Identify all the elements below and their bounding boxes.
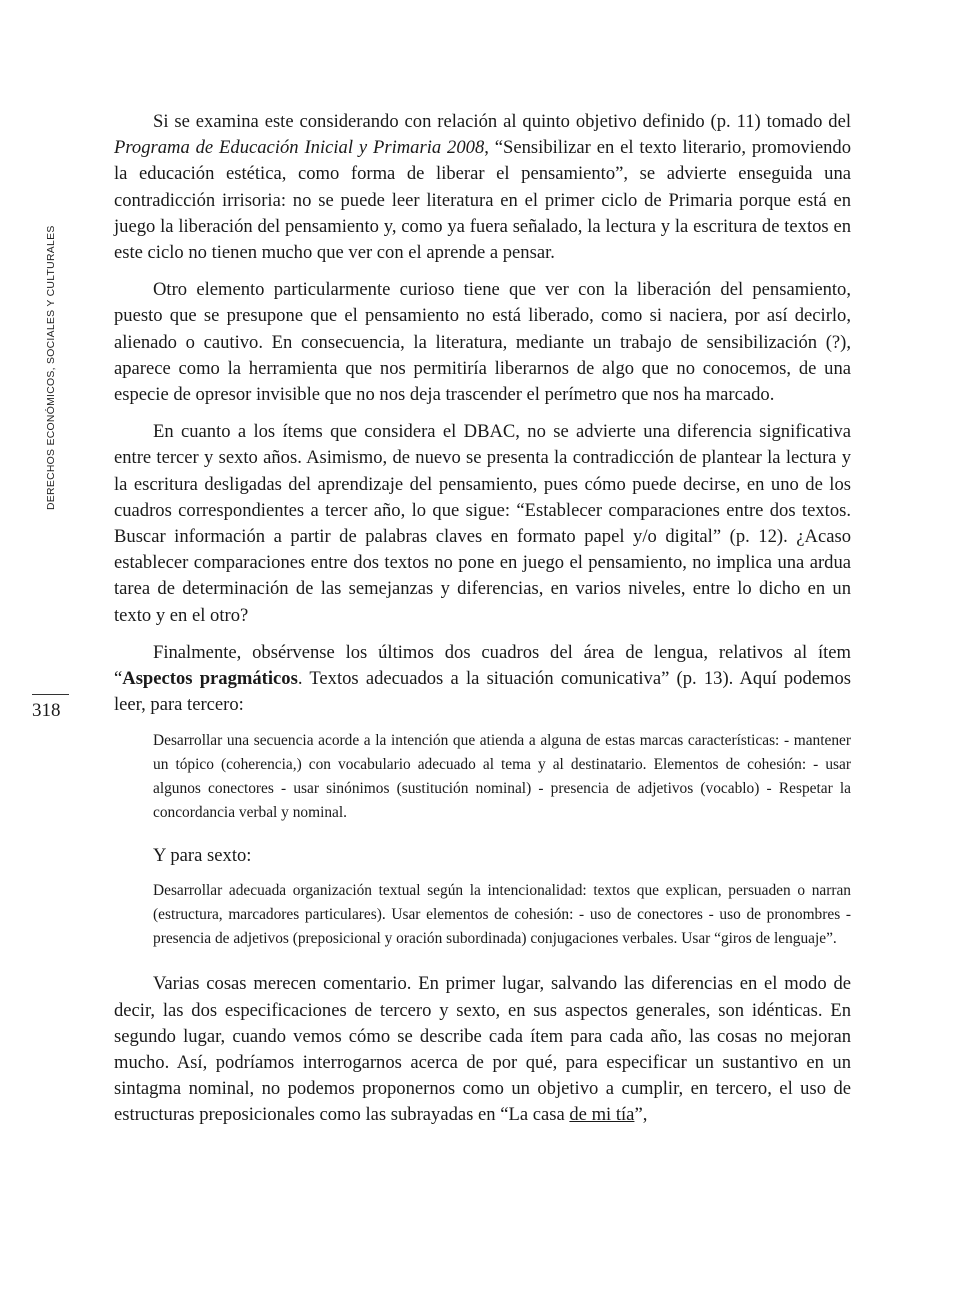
paragraph-5 [114,971,851,1128]
paragraph-5-text-b: ”, [634,1104,648,1126]
paragraph-3: En cuanto a los ítems que considera el DBAC, no se advierte una diferencia significativa entre tercer y sexto años. Asimismo, de nuevo se presenta la contradicción de plantear la lectura y la escritura desligadas del aprendizaje del pensamiento, pues cómo puede decirse, en uno de los cuadros correspondientes a tercer año, lo que sigue: “Establecer comparaciones entre dos textos. Buscar información a partir de palabras claves en formato papel y/o digital” (p. 12). ¿Acaso establecer comparaciones entre dos textos no pone en juego el pensamiento, no implica una ardua tarea de determinación de las semejanzas y diferencias, en varios niveles, entre lo dicho en un texto y en el otro? [114,421,851,626]
aspectos-pragmaticos-bold: Aspectos pragmáticos [122,668,298,690]
quote-intro-sexto: Y para sexto: [153,845,252,867]
body-text [114,109,851,1140]
underlined-example: de mi tía [569,1104,635,1126]
paragraph-1-text-a: Si se examina este considerando con relación al quinto objetivo definido (p. 11) tomado del [153,111,851,132]
paragraph-1 [114,109,851,266]
page-number-rule [32,694,69,695]
block-quote-sexto: Desarrollar adecuada organización textual según la intencionalidad: textos que explican, persuaden o narran (estructura, marcadores particulares). Usar elementos de cohesión: - uso de conectores - uso de pronombres - presencia de adjetivos (preposicional y oración subordinada) conjugaciones verbales. Usar “giros de lenguaje”. [153,882,851,948]
running-header: DERECHOS ECONÓMICOS, SOCIALES Y CULTURALES [46,225,57,510]
paragraph-4 [114,640,851,719]
paragraph-5-text-a: Varias cosas merecen comentario. En primer lugar, salvando las diferencias en el modo de decir, las dos especificaciones de tercero y sexto, en sus aspectos generales, son idénticas. En segundo lugar, cuando vemos cómo se describe cada ítem para cada año, las cosas no mejoran mucho. Así, podríamos interrogarnos acerca de por qué, para especificar un sustantivo en un sintagma nominal, no podemos proponernos como un objetivo a cumplir, en tercero, el uso de estructuras preposicionales como las subrayadas en “La casa [114,973,851,1126]
paragraph-2: Otro elemento particularmente curioso tiene que ver con la liberación del pensamiento, puesto que se presupone que el pensamiento no está liberado, como si naciera, por así decirlo, alienado o cautivo. En consecuencia, la literatura, mediante un trabajo de sensibilización (?), aparece como la herramienta que nos permitiría liberarnos de algo que no conocemos, de una especie de opresor invisible que no nos deja trascender el perímetro que nos ha marcado. [114,279,851,406]
block-quote-tercero: Desarrollar una secuencia acorde a la intención que atienda a alguna de estas marcas características: - mantener un tópico (coherencia,) con vocabulario adecuado al tema y al destinatario. Elementos de cohesión: - usar algunos conectores - usar sinónimos (sustitución nominal) - presencia de adjetivos (vocablo) - Respetar la concordancia verbal y nominal. [153,732,851,822]
paragraph-4-text-b: . Textos adecuados a la situación comunicativa” (p. 13). Aquí podemos leer, para tercero: [114,668,852,716]
paragraph-4-text-a: Finalmente, obsérvense los últimos dos cuadros del área de lengua, relativos al ítem “ [114,641,851,690]
paragraph-1-text-b: , “Sensibilizar en el texto literario, promoviendo la educación estética, como forma de liberar el pensamiento”, se advierte enseguida una contradicción irrisoria: no se puede leer literatura en el primer ciclo de Primaria porque está en juego la liberación del pensamiento y, como ya fuera señalado, la lectura y la escritura de textos en este ciclo no tienen mucho que ver con el aprende a pensar. [114,137,851,264]
page-number: 318 [32,700,61,721]
program-title: Programa de Educación Inicial y Primaria 2008 [114,137,485,159]
